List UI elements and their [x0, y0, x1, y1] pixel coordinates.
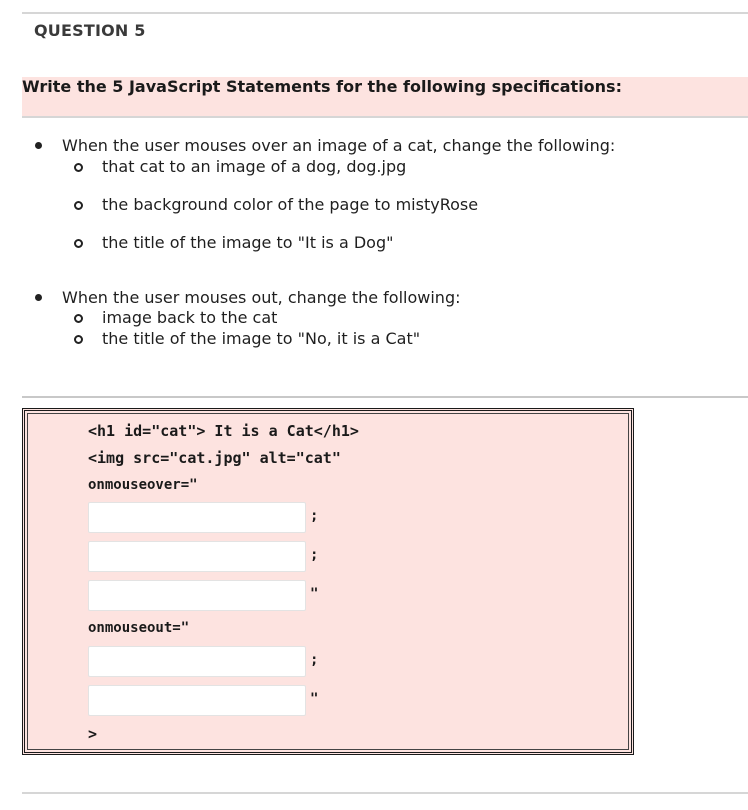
spec-subitem: the title of the image to "It is a Dog": [102, 233, 394, 252]
sub-bullet-icon: [74, 239, 83, 248]
prompt-bar: [22, 77, 748, 117]
prompt-divider: [22, 116, 748, 118]
mouseover-blank-1[interactable]: [88, 502, 306, 533]
bottom-divider: [22, 792, 748, 794]
onmouseover-label: onmouseover=": [88, 477, 198, 493]
section-divider: [22, 396, 748, 398]
sub-bullet-icon: [74, 335, 83, 344]
mouseout-blank-1[interactable]: [88, 646, 306, 677]
mouseout-blank-2[interactable]: [88, 685, 306, 716]
sub-bullet-icon: [74, 163, 83, 172]
spec-subitem: image back to the cat: [102, 308, 278, 327]
mouseout-suffix-2: ": [310, 691, 319, 707]
mouseover-suffix-2: ;: [310, 547, 319, 563]
spec-subitem: the title of the image to "No, it is a Cat": [102, 329, 421, 348]
mouseout-suffix-1: ;: [310, 652, 319, 668]
onmouseout-label: onmouseout=": [88, 620, 190, 636]
sub-bullet-icon: [74, 314, 83, 323]
mouseover-blank-2[interactable]: [88, 541, 306, 572]
code-line-img: <img src="cat.jpg" alt="cat": [88, 449, 341, 467]
mouseover-suffix-1: ;: [310, 508, 319, 524]
bullet-icon: [35, 142, 42, 149]
prompt-text: Write the 5 JavaScript Statements for the following specifications:: [22, 77, 622, 96]
spec-subitem: that cat to an image of a dog, dog.jpg: [102, 157, 407, 176]
spec-item: When the user mouses over an image of a cat, change the following:: [62, 136, 616, 155]
sub-bullet-icon: [74, 201, 83, 210]
mouseover-suffix-3: ": [310, 586, 319, 602]
code-closing: >: [88, 725, 98, 743]
mouseover-blank-3[interactable]: [88, 580, 306, 611]
top-divider: [22, 12, 748, 14]
question-title: QUESTION 5: [34, 21, 146, 40]
spec-subitem: the background color of the page to mistyRose: [102, 195, 479, 214]
bullet-icon: [35, 294, 42, 301]
code-line-h1: <h1 id="cat"> It is a Cat</h1>: [88, 422, 359, 440]
spec-item: When the user mouses out, change the following:: [62, 288, 461, 307]
